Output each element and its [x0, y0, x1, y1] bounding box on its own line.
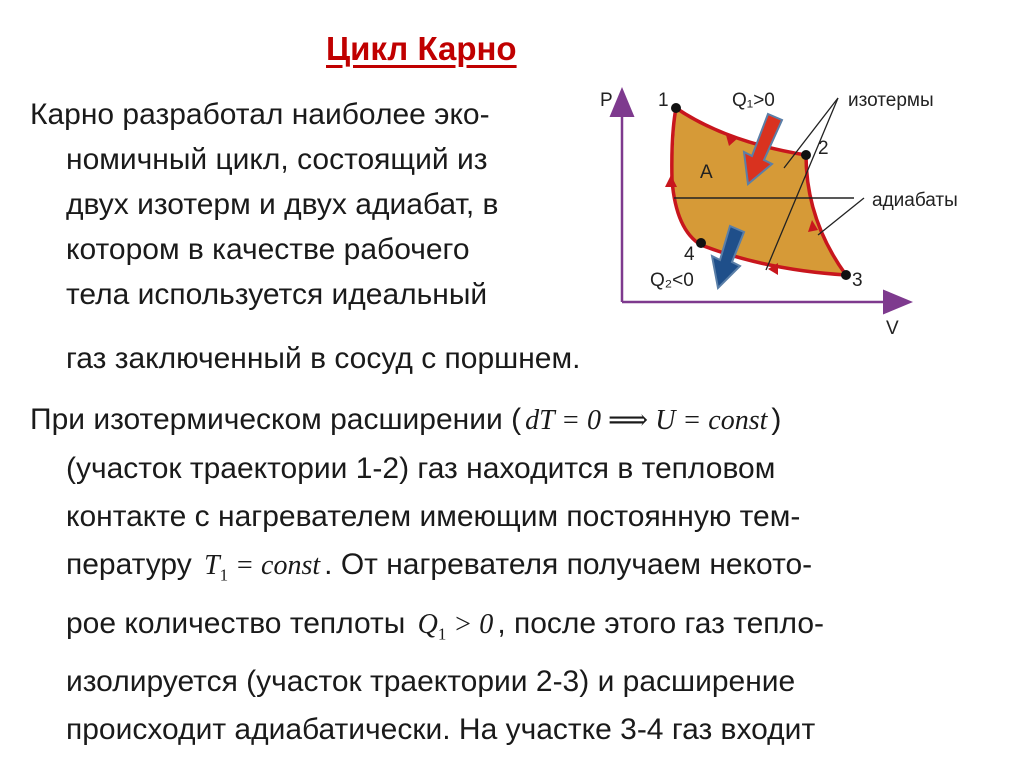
- formula-subscript: 1: [219, 565, 229, 585]
- intro-line: котором в качестве рабочего: [66, 233, 470, 266]
- text-fragment: ): [771, 403, 782, 436]
- paragraph-line: [30, 541, 1010, 600]
- text-fragment: . От нагревателя получаем некото-: [324, 548, 813, 581]
- intro-paragraph: [30, 92, 620, 317]
- adiabats-label: адиабаты: [872, 190, 958, 211]
- point-1-label: 1: [658, 90, 669, 111]
- text-fragment: При изотермическом расширении (: [30, 403, 522, 436]
- area-label: A: [700, 162, 713, 183]
- point-3-marker: [841, 270, 851, 280]
- intro-line: тела используется идеальный: [66, 278, 488, 311]
- paragraph-line: [30, 600, 1010, 659]
- formula-rest: = const: [228, 550, 321, 581]
- point-4-marker: [696, 238, 706, 248]
- paragraph-line: изолируется (участок траектории 2-3) и расширение: [66, 665, 796, 699]
- adiabat-pointer-line: [818, 198, 864, 235]
- point-3-label: 3: [852, 270, 863, 291]
- axis-p-label: P: [600, 90, 613, 111]
- paragraph-line: происходит адиабатически. На участке 3-4 газ входит: [66, 713, 816, 747]
- q1-label: Q₁>0: [732, 90, 775, 111]
- formula-q1: [417, 608, 494, 644]
- isothermal-paragraph: [30, 396, 1010, 754]
- formula-symbol: Q: [417, 608, 438, 640]
- formula-t1: [204, 550, 321, 585]
- intro-line: двух изотерм и двух адиабат, в: [66, 188, 499, 221]
- intro-line: Карно разработал наиболее эко-: [30, 98, 490, 131]
- formula-rest: > 0: [446, 608, 494, 640]
- point-2-label: 2: [818, 138, 829, 159]
- intro-line: номичный цикл, состоящий из: [66, 143, 488, 176]
- paragraph-line: [30, 396, 1010, 445]
- point-2-marker: [801, 150, 811, 160]
- formula-subscript: 1: [437, 624, 447, 644]
- paragraph-line: (участок траектории 1-2) газ находится в тепловом: [66, 452, 776, 485]
- intro-line-tail: газ заключенный в сосуд с поршнем.: [66, 342, 581, 375]
- point-4-label: 4: [684, 244, 695, 265]
- q2-label: Q₂<0: [650, 270, 694, 291]
- isotherm-pointer-line: [784, 98, 838, 168]
- text-fragment: рое количество теплоты: [66, 606, 406, 640]
- carnot-cycle-diagram: [596, 80, 1010, 342]
- text-fragment: пературу: [66, 548, 192, 581]
- formula-symbol: T: [204, 550, 220, 581]
- axis-v-label: V: [886, 318, 899, 339]
- cycle-area: [672, 108, 846, 275]
- isotherms-label: изотермы: [848, 90, 934, 111]
- text-fragment: , после этого газ тепло-: [497, 606, 825, 640]
- paragraph-line: контакте с нагревателем имеющим постоянную тем-: [66, 500, 801, 533]
- point-1-marker: [671, 103, 681, 113]
- formula-isothermal: dT = 0 ⟹ U = const: [525, 405, 768, 436]
- page-title: Цикл Карно: [326, 30, 517, 67]
